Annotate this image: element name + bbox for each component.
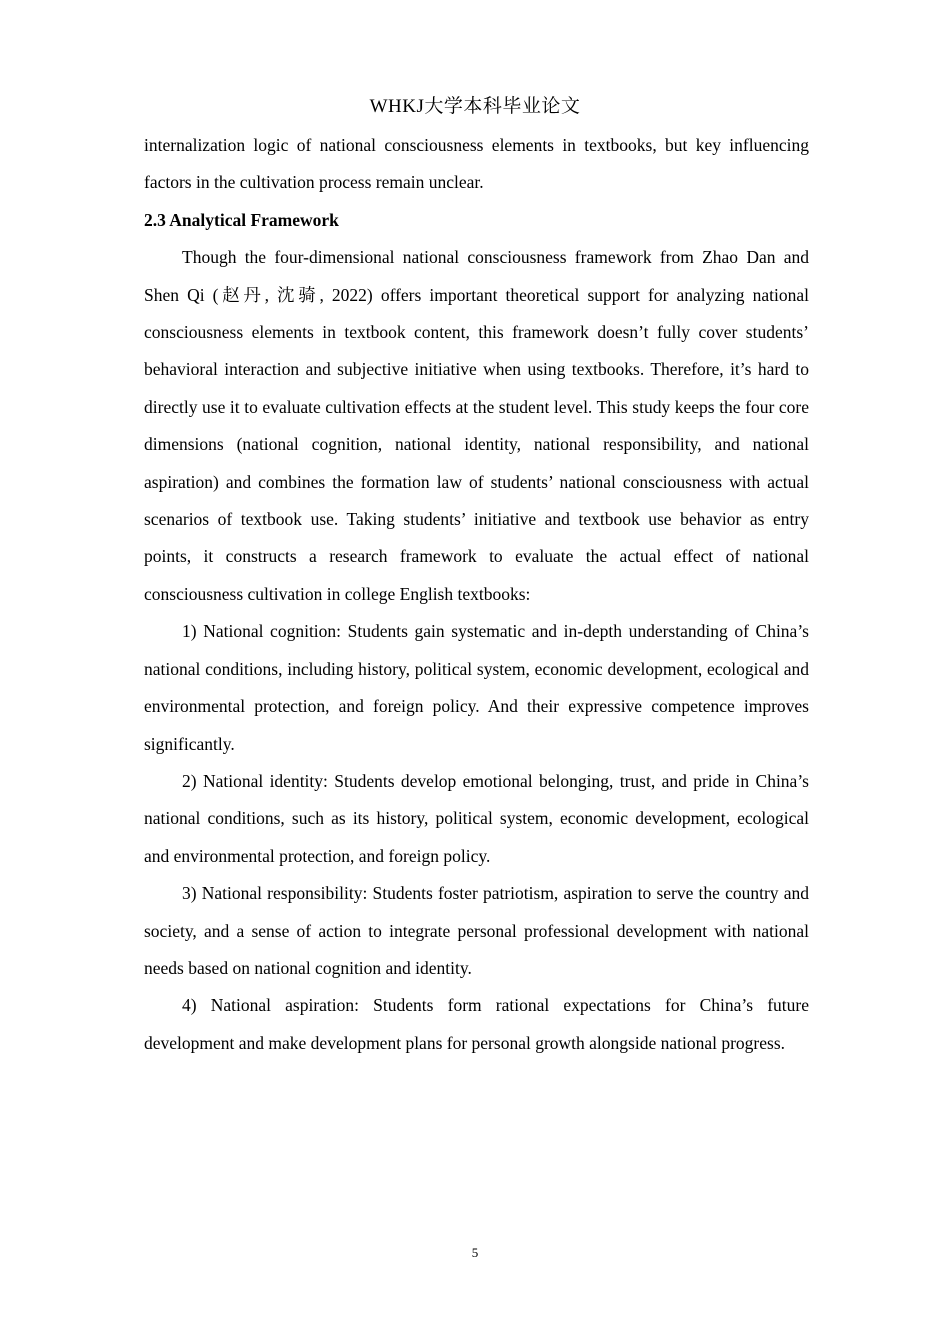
- page-number: 5: [471, 1245, 479, 1260]
- continuation-paragraph: internalization logic of national consciousness elements in textbooks, but key influencing factors in the cultivation process remain unclear.: [144, 135, 809, 193]
- list-item-national-identity: 2) National identity: Students develop emotional belonging, trust, and pride in China’s national conditions, such as its history, political system, economic development, ecological and environmental protection, and foreign policy.: [144, 770, 809, 866]
- list-item-national-responsibility: 3) National responsibility: Students foster patriotism, aspiration to serve the country and society, and a sense of action to integrate personal professional development with national needs based on national cognition and identity.: [144, 883, 809, 978]
- intro-paragraph: Though the four-dimensional national consciousness framework from Zhao Dan and Shen Qi (赵丹, 沈骑, 2022) offers important theoretical support for analyzing national consciousness elements in textbook content, this framework doesn’t fully cover students’ behavioral interaction and subjective initiative when using textbooks. Therefore, it’s hard to directly use it to evaluate cultivation effects at the student level. This study keeps the four core dimensions (national cognition, national identity, national responsibility, and national aspiration) and combines the formation law of students’ national consciousness with actual scenarios of textbook use. Taking students’ initiative and textbook use behavior as entry points, it constructs a research framework to evaluate the actual effect of national consciousness cultivation in college English textbooks:: [144, 247, 809, 604]
- page-body: [144, 127, 809, 1062]
- section-heading: 2.3 Analytical Framework: [144, 209, 339, 230]
- page-header: WHKJ大学本科毕业论文: [369, 96, 581, 117]
- list-item-national-aspiration: 4) National aspiration: Students form rational expectations for China’s future development and make development plans for personal growth alongside national progress.: [144, 995, 809, 1053]
- list-item-national-cognition: 1) National cognition: Students gain systematic and in-depth understanding of China’s national conditions, including history, political system, economic development, ecological and environmental protection, and foreign policy. And their expressive competence improves significantly.: [144, 621, 809, 754]
